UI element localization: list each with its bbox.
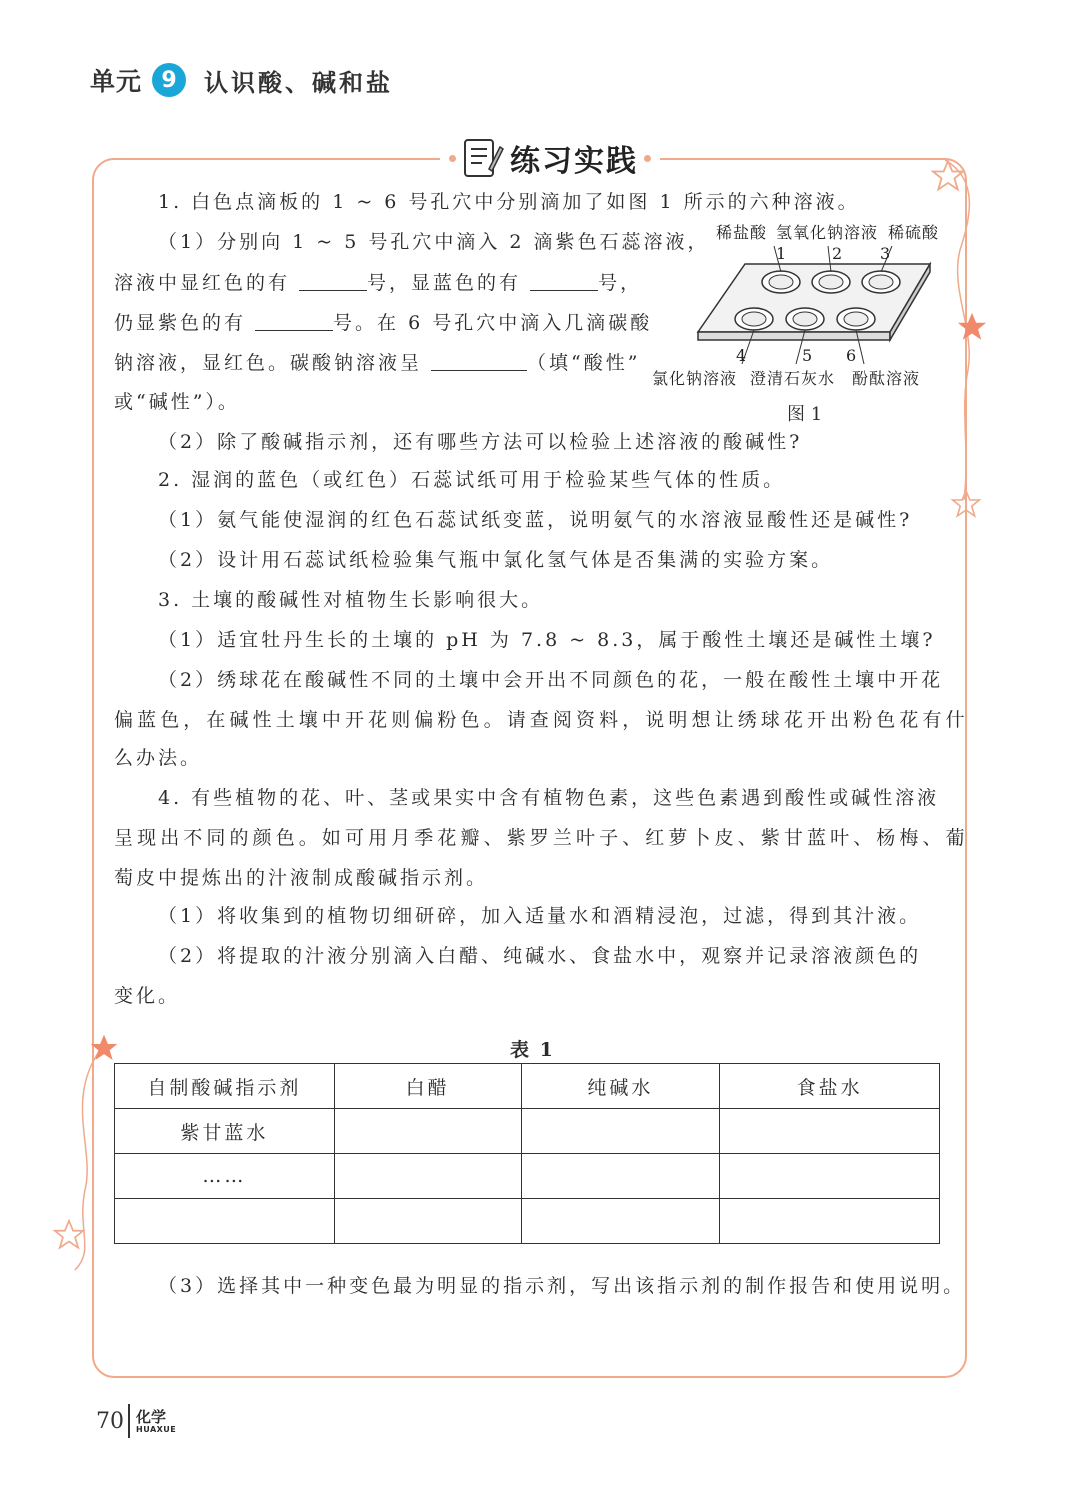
table-cell[interactable] [521, 1109, 720, 1154]
notebook-pencil-icon [462, 135, 504, 181]
q1-stem: 1. 白色点滴板的 1 ~ 6 号孔穴中分别滴加了如图 1 所示的六种溶液。 [158, 191, 860, 213]
q1-part1-line1: （1）分别向 1 ~ 5 号孔穴中滴入 2 滴紫色石蕊溶液， [158, 231, 710, 253]
table-cell[interactable] [115, 1199, 335, 1244]
q3-part1: （1）适宜牡丹生长的土壤的 pH 为 7.8 ~ 8.3，属于酸性土壤还是碱性土壤? [158, 629, 936, 651]
text-segment: 号， [598, 272, 643, 294]
subject-name: 化学 [136, 1407, 167, 1426]
table-row [115, 1199, 940, 1244]
text-segment: （填“酸性” [527, 352, 641, 374]
well-number-1: 1 [776, 244, 788, 263]
well-number-6: 6 [846, 346, 858, 365]
table-cell: 紫甘蓝水 [115, 1109, 335, 1154]
table-header-cell: 自制酸碱指示剂 [115, 1064, 335, 1109]
spot-plate-diagram [650, 240, 940, 372]
fig-label-5: 澄清石灰水 [750, 369, 836, 388]
table-cell[interactable] [720, 1109, 940, 1154]
fig-label-4: 氯化钠溶液 [652, 369, 738, 388]
text-segment: 仍显紫色的有 [114, 312, 256, 334]
answer-blank-nature[interactable] [431, 348, 527, 371]
table-cell[interactable] [720, 1154, 940, 1199]
unit-title: 认识酸、碱和盐 [204, 68, 394, 97]
figure-caption: 图 1 [787, 404, 823, 425]
table-header-row [115, 1064, 940, 1109]
table-cell[interactable] [334, 1154, 521, 1199]
q1-part1-line5: 或“碱性”）。 [114, 391, 240, 413]
section-title: 练习实践 [510, 144, 638, 179]
table-cell[interactable] [334, 1199, 521, 1244]
star-filled-icon [955, 310, 989, 344]
table-cell[interactable] [521, 1154, 720, 1199]
q2-part2: （2）设计用石蕊试纸检验集气瓶中氯化氢气体是否集满的实验方案。 [158, 549, 834, 571]
q4-part2-line1: （2）将提取的汁液分别滴入白醋、纯碱水、食盐水中，观察并记录溶液颜色的 [158, 945, 922, 967]
page-footer [96, 1404, 176, 1438]
q3-part2-line2: 偏蓝色，在碱性土壤中开花则偏粉色。请查阅资料，说明想让绣球花开出粉色花有什 [114, 709, 969, 731]
answer-blank-blue[interactable] [530, 268, 598, 291]
q4-stem-line3: 萄皮中提炼出的汁液制成酸碱指示剂。 [114, 867, 489, 889]
unit-number-badge: 9 [152, 63, 186, 97]
table-caption: 表 1 [510, 1039, 555, 1061]
q4-part2-line2: 变化。 [114, 985, 181, 1007]
table-header-cell: 食盐水 [720, 1064, 940, 1109]
q1-part1-line2 [114, 268, 642, 297]
subject-pinyin: HUAXUE [136, 1424, 177, 1434]
title-dot [644, 155, 651, 162]
table-header-cell: 纯碱水 [521, 1064, 720, 1109]
unit-label: 单元 [90, 67, 143, 96]
q1-part1-line3 [114, 308, 652, 337]
q3-stem: 3. 土壤的酸碱性对植物生长影响很大。 [158, 589, 544, 611]
q2-stem: 2. 湿润的蓝色（或红色）石蕊试纸可用于检验某些气体的性质。 [158, 469, 786, 491]
table-row [115, 1154, 940, 1199]
star-outline-icon [950, 488, 982, 520]
q2-part1: （1）氨气能使湿润的红色石蕊试纸变蓝，说明氨气的水溶液显酸性还是碱性? [158, 509, 913, 531]
table-row [115, 1109, 940, 1154]
q1-part1-line4 [114, 348, 640, 377]
star-outline-icon [930, 158, 966, 194]
well-number-5: 5 [802, 346, 814, 365]
q4-stem-line1: 4. 有些植物的花、叶、茎或果实中含有植物色素，这些色素遇到酸性或碱性溶液 [158, 787, 940, 809]
table-header-cell: 白醋 [334, 1064, 521, 1109]
q1-part2: （2）除了酸碱指示剂，还有哪些方法可以检验上述溶液的酸碱性? [158, 431, 803, 453]
star-outline-icon [52, 1218, 86, 1252]
well-number-3: 3 [880, 244, 892, 263]
page-number: 70 [96, 1408, 124, 1434]
table-cell[interactable] [334, 1109, 521, 1154]
q4-part1: （1）将收集到的植物切细研碎，加入适量水和酒精浸泡，过滤，得到其汁液。 [158, 905, 922, 927]
fig-label-3: 稀硫酸 [888, 223, 940, 242]
answer-blank-red[interactable] [299, 268, 367, 291]
title-dot [449, 155, 456, 162]
fig-label-6: 酚酞溶液 [852, 369, 921, 388]
answer-blank-purple[interactable] [255, 308, 333, 331]
q4-stem-line2: 呈现出不同的颜色。如可用月季花瓣、紫罗兰叶子、红萝卜皮、紫甘蓝叶、杨梅、葡 [114, 827, 969, 849]
q3-part2-line1: （2）绣球花在酸碱性不同的土壤中会开出不同颜色的花，一般在酸性土壤中开花 [158, 669, 944, 691]
text-segment: 溶液中显红色的有 [114, 272, 300, 294]
well-number-4: 4 [736, 346, 748, 365]
text-segment: 号，显蓝色的有 [367, 272, 531, 294]
unit-header [90, 60, 393, 100]
section-title-box [440, 130, 660, 186]
well-number-2: 2 [832, 244, 844, 263]
q3-part2-line3: 么办法。 [114, 747, 203, 769]
q4-part3: （3）选择其中一种变色最为明显的指示剂，写出该指示剂的制作报告和使用说明。 [158, 1275, 966, 1297]
text-segment: 号。在 6 号孔穴中滴入几滴碳酸 [333, 312, 653, 334]
table-cell[interactable] [521, 1199, 720, 1244]
table-cell[interactable] [720, 1199, 940, 1244]
subject-block [136, 1409, 176, 1434]
text-segment: 钠溶液，显红色。碳酸钠溶液呈 [114, 352, 432, 374]
table-cell: …… [115, 1154, 335, 1199]
indicator-table [114, 1063, 940, 1244]
fig-label-2: 氢氧化钠溶液 [776, 223, 879, 242]
footer-divider [128, 1404, 130, 1438]
fig-label-1: 稀盐酸 [716, 223, 768, 242]
star-filled-icon [88, 1032, 120, 1064]
